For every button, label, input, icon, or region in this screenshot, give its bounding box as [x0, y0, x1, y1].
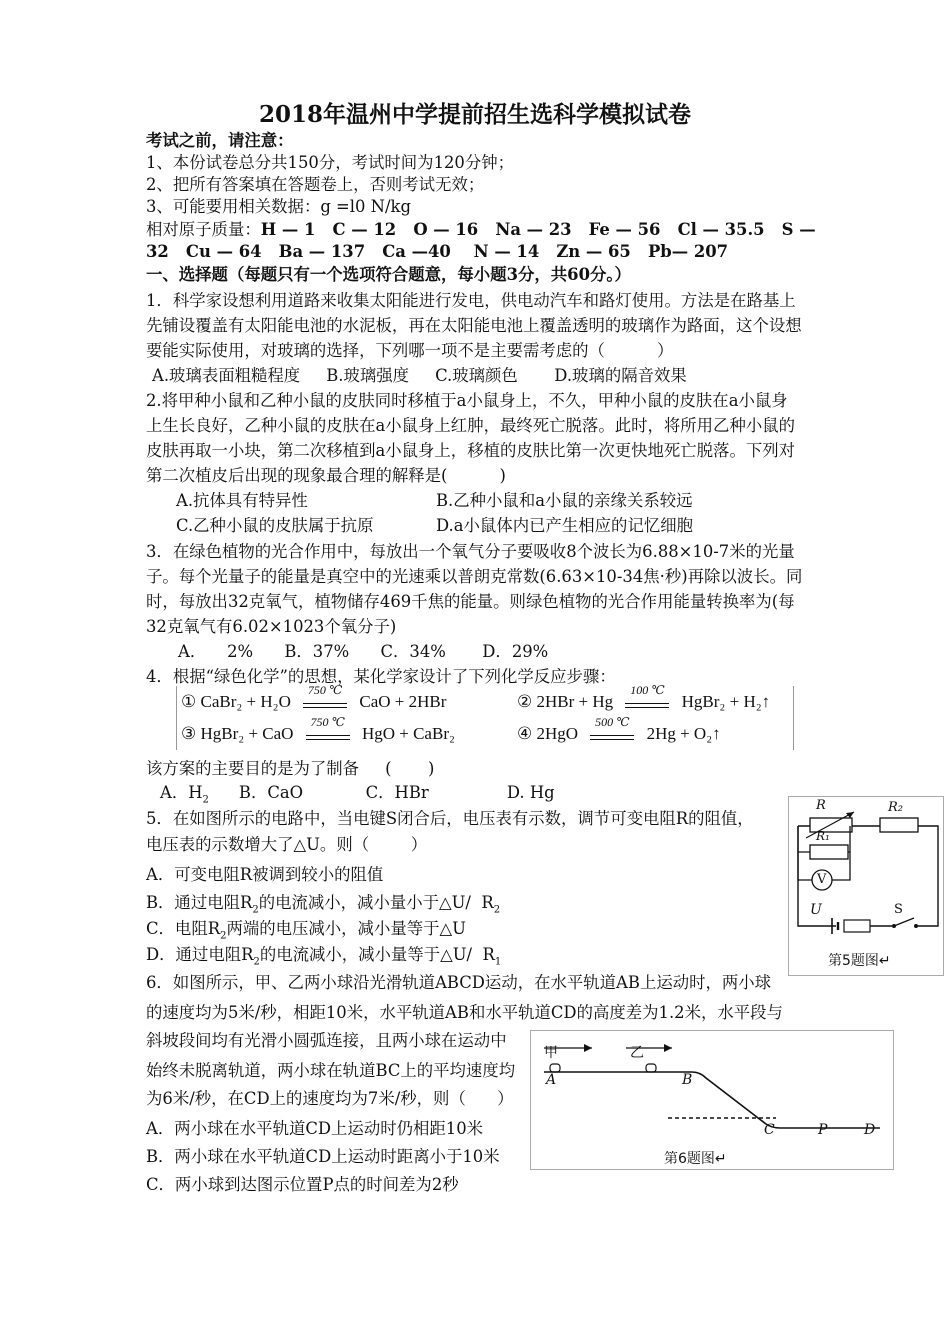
subscript: 2	[220, 930, 227, 942]
eq-products: CaO + 2HBr	[359, 692, 447, 711]
q2-line: 皮肤再取一小块，第二次移植到a小鼠身上，移植的皮肤比第一次更快地死亡脱落。下列对	[146, 441, 796, 460]
q6-line: 始终未脱离轨道，两小球在轨道BC上的平均速度均	[146, 1061, 516, 1080]
q4-option-a: A．H	[160, 783, 203, 802]
circuit-figure	[788, 796, 944, 976]
equation-3	[181, 715, 455, 745]
q1-line: 1．科学家设想利用道路来收集太阳能进行发电，供电动汽车和路灯使用。方法是在路基上	[146, 291, 796, 310]
figure-caption: 第6题图↵	[664, 1151, 727, 1167]
q3-line: 3．在绿色植物的光合作用中，每放出一个氧气分子要吸收8个波长为6.88×10-7米的光量	[146, 542, 795, 561]
q2-option: C.乙种小鼠的皮肤属于抗原	[176, 516, 374, 535]
label-a: A	[546, 1072, 557, 1088]
atomic-mass-prefix: 相对原子质量：	[146, 220, 261, 239]
label-c: C	[764, 1122, 775, 1138]
notice-heading: 考试之前，请注意：	[146, 131, 294, 150]
text: 的电流减小，减小量小于△U/ R	[258, 893, 494, 912]
q6-option: B．两小球在水平轨道CD上运动时距离小于10米	[146, 1147, 500, 1166]
q6-line: 为6米/秒，在CD上的速度均为7米/秒，则（ ）	[146, 1089, 514, 1108]
label-p: P	[818, 1122, 828, 1138]
q6-line: 6．如图所示，甲、乙两小球沿光滑轨道ABCD运动，在水平轨道AB上运动时，两小球	[146, 973, 772, 992]
eq-condition: 750 ℃	[310, 715, 345, 730]
q3-line: 32克氧气有6.02×1023个氧分子)	[146, 617, 397, 636]
q2-line: 2.将甲种小鼠和乙种小鼠的皮肤同时移植于a小鼠身上，不久，甲种小鼠的皮肤在a小鼠身	[146, 391, 788, 410]
eq-condition: 100 ℃	[630, 683, 665, 698]
text: B．通过电阻R	[146, 893, 253, 912]
q4-question: 该方案的主要目的是为了制备 ( )	[146, 759, 435, 778]
q5-option-c	[146, 918, 466, 947]
label-r1: R₁	[816, 829, 830, 843]
eq-number: ②	[517, 692, 533, 711]
q1-line: 要能实际使用，对玻璃的选择，下列哪一项不是主要需考虑的（ ）	[146, 341, 674, 360]
label-b: B	[682, 1072, 693, 1088]
subscript: 2	[202, 794, 209, 806]
q5-option-a: A．可变电阻R被调到较小的阻值	[146, 865, 384, 884]
q2-option: A.抗体具有特异性	[176, 491, 308, 510]
atomic-mass-values: H — 1 C — 12 O — 16 Na — 23 Fe — 56 Cl — 35.5 S —	[260, 220, 816, 239]
q6-option: A．两小球在水平轨道CD上运动时仍相距10米	[146, 1119, 484, 1138]
eq-reactants: 2HgO	[536, 724, 579, 743]
q3-line: 子。每个光量子的能量是真空中的光速乘以普朗克常数(6.63×10-34焦·秒)再除以波长。同	[146, 567, 803, 586]
eq-number: ④	[517, 724, 533, 743]
eq-reactants: HgBr₂ + CaO	[200, 724, 294, 743]
eq-number: ③	[181, 724, 197, 743]
page-title: 2018年温州中学提前招生选科学模拟试卷	[258, 101, 691, 128]
track-figure	[530, 1030, 894, 1170]
label-r2: R₂	[888, 800, 903, 815]
equation-4	[517, 715, 721, 745]
reaction-box	[176, 683, 794, 750]
q5-line: 电压表的示数增大了△U。则（ ）	[146, 835, 428, 854]
notice-item: 1、本份试卷总分共150分，考试时间为120分钟；	[146, 153, 515, 172]
reaction-arrow	[588, 715, 636, 745]
q2-line: 上生长良好，乙种小鼠的皮肤在a小鼠身上红肿，最终死亡脱落。此时，将所用乙种小鼠的	[146, 416, 796, 435]
eq-reactants: CaBr₂ + H₂O	[200, 692, 291, 711]
q4-stem: 4．根据“绿色化学”的思想，某化学家设计了下列化学反应步骤：	[146, 667, 616, 686]
eq-condition: 750 ℃	[307, 683, 343, 698]
equation-2	[517, 683, 771, 713]
q3-options: A． 2% B．37% C．34% D．29%	[178, 642, 549, 661]
q3-line: 时，每放出32克氧气，植物储存469千焦的能量。则绿色植物的光合作用能量转换率为(每	[146, 592, 795, 611]
q1-options: A.玻璃表面粗糙程度 B.玻璃强度 C.玻璃颜色 D.玻璃的隔音效果	[152, 366, 687, 385]
subscript: 2	[253, 956, 260, 968]
q5-option-b	[146, 892, 500, 921]
q5-line: 5．在如图所示的电路中，当电键S闭合后，电压表有示数，调节可变电阻R的阻值，	[146, 809, 754, 828]
q2-option: B.乙种小鼠和a小鼠的亲缘关系较远	[436, 491, 693, 510]
text: C．电阻R	[146, 919, 221, 938]
label-jia: 甲	[544, 1045, 558, 1061]
text: 的电流减小，减小量等于△U/ R	[259, 945, 495, 964]
text: D．通过电阻R	[146, 945, 254, 964]
subscript: 1	[494, 956, 502, 968]
figure-caption: 第5题图↵	[828, 953, 891, 969]
eq-condition: 500 ℃	[595, 715, 630, 730]
equation-1	[181, 683, 447, 713]
label-r: R	[816, 798, 826, 813]
q2-option: D.a小鼠体内已产生相应的记忆细胞	[436, 516, 694, 535]
notice-item: 2、把所有答案填在答题卷上，否则考试无效；	[146, 175, 485, 194]
eq-number: ①	[181, 692, 197, 711]
text: 两端的电压减小，减小量等于△U	[226, 919, 466, 938]
subscript: 2	[493, 904, 501, 916]
q4-options	[160, 782, 555, 811]
notice-item: 3、可能要用相关数据：g =l0 N/kg	[146, 197, 411, 216]
label-u: U	[810, 902, 822, 918]
atomic-mass-values-2: 32 Cu — 64 Ba — 137 Ca —40 N — 14 Zn — 65 Pb— 207	[146, 242, 729, 261]
reaction-arrow	[623, 683, 671, 713]
label-s: S	[894, 902, 903, 917]
q6-line: 的速度均为5米/秒，相距10米，水平轨道AB和水平轨道CD的高度差为1.2米，水平段与	[146, 1003, 783, 1022]
q5-option-d	[146, 944, 501, 973]
eq-products: HgO + CaBr₂	[361, 724, 455, 743]
q6-option: C．两小球到达图示位置P点的时间差为2秒	[146, 1175, 459, 1194]
q6-line: 斜坡段间均有光滑小圆弧连接，且两小球在运动中	[146, 1031, 507, 1050]
reaction-arrow	[304, 715, 352, 745]
eq-reactants: 2HBr + Hg	[536, 692, 614, 711]
label-yi: 乙	[630, 1045, 644, 1061]
voltmeter-label: V	[817, 872, 827, 887]
q1-line: 先铺设覆盖有太阳能电池的水泥板，再在太阳能电池上覆盖透明的玻璃作为路面，这个设想	[146, 316, 802, 335]
eq-products: 2Hg + O₂↑	[646, 724, 721, 743]
q2-line: 第二次植皮后出现的现象最合理的解释是( )	[146, 466, 506, 485]
subscript: 2	[252, 904, 259, 916]
label-d: D	[864, 1122, 876, 1138]
eq-products: HgBr₂ + H₂↑	[681, 692, 771, 711]
section-heading: 一、选择题（每题只有一个选项符合题意，每小题3分，共60分。）	[146, 265, 631, 284]
circuit-diagram	[788, 796, 944, 976]
atomic-mass-line	[146, 219, 816, 241]
q4-options-rest: B．CaO C．HBr D. Hg	[238, 783, 555, 802]
reaction-arrow	[301, 683, 349, 713]
